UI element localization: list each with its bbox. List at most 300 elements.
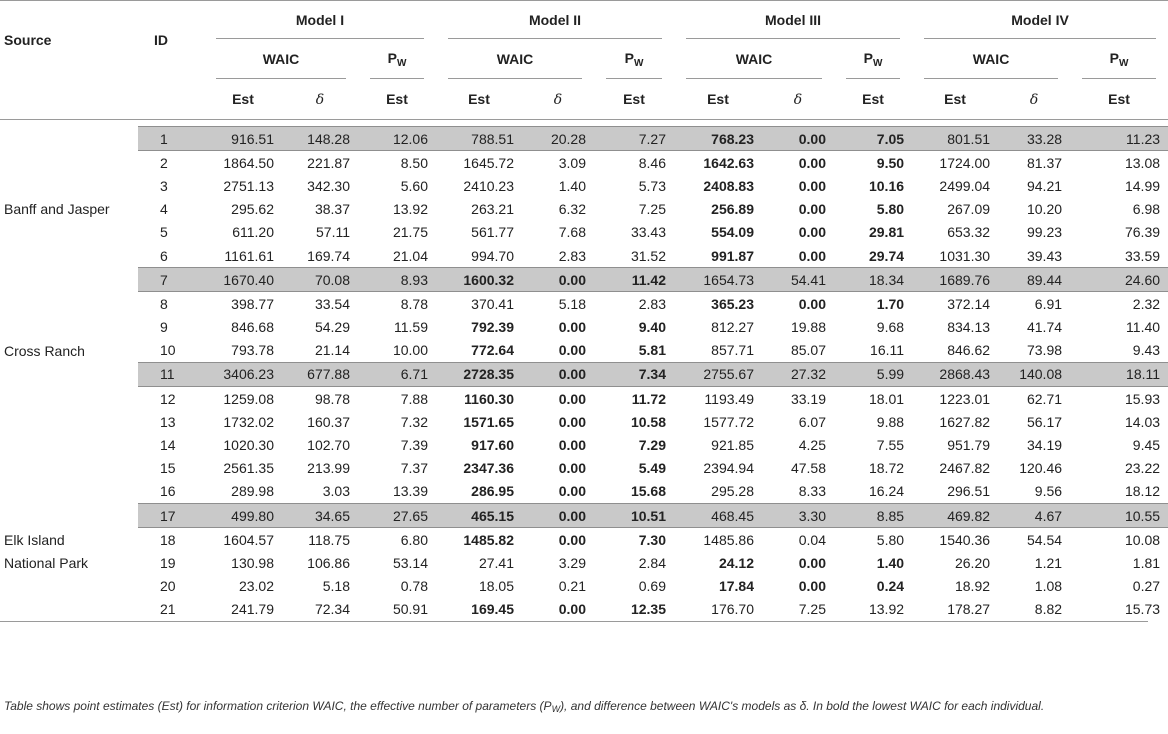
model-4-waic-delta-cell: 4.67: [998, 504, 1070, 528]
model-1-pw-est-cell: 13.92: [392, 201, 428, 218]
model-1-waic-delta-cell: 21.14: [314, 342, 350, 359]
model-3-pw-est-cell: 5.80: [876, 531, 905, 548]
model-1-waic-delta-cell: 677.88: [282, 362, 358, 386]
model-3-waic-delta-cell: 7.25: [798, 601, 826, 618]
model-2-waic-est-cell: 18.05: [478, 578, 514, 595]
model-2-pw-est-cell: 2.83: [638, 295, 666, 312]
model-1-waic-delta-cell: 106.86: [307, 554, 350, 571]
model-4-waic-delta-cell: 120.46: [1019, 460, 1063, 477]
id-cell: 18: [160, 531, 176, 548]
model-4-pw-est-cell: 33.59: [1124, 247, 1161, 264]
id-cell: 17: [138, 504, 204, 528]
source-cell: [0, 433, 138, 456]
id-cell: 11: [138, 362, 204, 386]
model-4-waic-est-cell: 1031.30: [939, 247, 991, 264]
model-4-pw-est-cell: 18.11: [1070, 362, 1168, 386]
table-bottom-rule: [0, 621, 1148, 622]
model-3-pw-est-cell: 5.99: [834, 362, 912, 386]
model-4-pw-est-cell: 14.99: [1124, 177, 1161, 194]
model-3-waic-est-cell: 2394.94: [703, 460, 754, 477]
model-1-pw-est-cell: 21.04: [392, 247, 428, 264]
delta-header: δ: [998, 79, 1070, 120]
model-2-pw-est-cell: 10.58: [630, 413, 666, 430]
model-4-waic-est-cell: 653.32: [947, 224, 991, 241]
model-1-pw-est-cell: 7.32: [400, 413, 428, 430]
model-1-waic-delta-cell: 33.54: [314, 295, 350, 312]
model-3-waic-est-cell: 468.45: [674, 504, 762, 528]
model-4-waic-delta-cell: 9.56: [1034, 483, 1063, 500]
model-4-waic-est-cell: 469.82: [912, 504, 998, 528]
id-cell: 9: [160, 319, 168, 336]
model-2-waic-est-cell: 561.77: [471, 224, 514, 241]
model-1-waic-delta-cell: 70.08: [282, 268, 358, 292]
model-3-waic-delta-cell: 0.00: [798, 224, 826, 241]
model-4-waic-delta-cell: 56.17: [1026, 413, 1063, 430]
model-4-waic-est-cell: 1689.76: [912, 268, 998, 292]
model-1-waic-delta-cell: 5.18: [322, 578, 350, 595]
model-4-waic-header: WAIC: [912, 39, 1070, 79]
model-3-waic-delta-cell: 8.33: [798, 483, 826, 500]
model-3-pw-est-cell: 7.05: [834, 127, 912, 151]
model-4-waic-delta-cell: 94.21: [1026, 177, 1063, 194]
id-cell: 5: [160, 224, 168, 241]
est-header: Est: [674, 79, 762, 120]
model-3-pw-est-cell: 18.01: [868, 390, 905, 407]
model-4-pw-est-cell: 15.93: [1124, 390, 1161, 407]
id-cell: 16: [160, 483, 176, 500]
model-1-waic-est-cell: 2751.13: [223, 177, 274, 194]
model-3-waic-est-cell: 1654.73: [674, 268, 762, 292]
model-1-waic-est-cell: 1259.08: [223, 390, 274, 407]
model-1-pw-est-cell: 8.50: [400, 154, 428, 171]
footnote-text-1: Table shows point estimates (Est) for information criterion WAIC, the effective number of parameters (P: [4, 699, 552, 713]
id-cell: 10: [160, 342, 176, 359]
model-1-waic-delta-cell: 160.37: [307, 413, 350, 430]
model-1-waic-est-cell: 1864.50: [223, 154, 274, 171]
model-3-waic-delta-cell: 19.88: [790, 319, 826, 336]
model-1-pw-est-cell: 27.65: [358, 504, 436, 528]
model-3-waic-delta-cell: 47.58: [790, 460, 826, 477]
model-4-waic-est-cell: 1627.82: [939, 413, 991, 430]
model-2-pw-est-cell: 7.30: [638, 531, 666, 548]
model-1-pw-est-cell: 12.06: [358, 127, 436, 151]
model-4-pw-est-cell: 18.12: [1124, 483, 1161, 500]
model-4-waic-delta-cell: 54.54: [1026, 531, 1063, 548]
model-1-waic-est-cell: 295.62: [231, 201, 274, 218]
model-1-pw-est-cell: 7.39: [400, 437, 428, 454]
model-2-waic-delta-cell: 0.00: [558, 342, 586, 359]
model-4-waic-est-cell: 2499.04: [939, 177, 991, 194]
model-1-pw-est-cell: 8.78: [400, 295, 428, 312]
model-1-waic-delta-cell: 98.78: [314, 390, 350, 407]
model-3-pw-est-cell: 1.70: [876, 295, 905, 312]
model-2-pw-est-cell: 5.81: [638, 342, 666, 359]
source-cell: National Park: [0, 551, 138, 574]
model-1-pw-est-cell: 50.91: [392, 601, 428, 618]
id-cell: 21: [160, 601, 176, 618]
model-4-pw-est-cell: 1.81: [1132, 554, 1161, 571]
est-header: Est: [834, 79, 912, 120]
delta-header: δ: [522, 79, 594, 120]
model-2-waic-est-cell: 465.15: [436, 504, 522, 528]
source-cell: [0, 221, 138, 244]
model-4-waic-est-cell: 2467.82: [939, 460, 991, 477]
table-row: [0, 410, 1168, 433]
model-1-waic-est-cell: 241.79: [231, 601, 274, 618]
source-cell: [0, 575, 138, 598]
model-2-waic-est-cell: 1160.30: [464, 390, 514, 407]
model-4-waic-est-cell: 1223.01: [939, 390, 991, 407]
model-3-pw-est-cell: 29.74: [868, 247, 905, 264]
model-3-waic-est-cell: 24.12: [718, 554, 754, 571]
model-4-pw-est-cell: 10.08: [1124, 531, 1161, 548]
model-4-pw-est-cell: 15.73: [1124, 601, 1161, 618]
model-3-pw-est-cell: 16.11: [870, 342, 905, 359]
model-4-waic-delta-cell: 10.20: [1026, 201, 1063, 218]
model-2-waic-delta-cell: 0.21: [558, 578, 586, 595]
model-4-waic-est-cell: 267.09: [947, 201, 991, 218]
model-1-waic-delta-cell: 118.75: [308, 531, 350, 548]
model-3-waic-est-cell: 2408.83: [703, 177, 754, 194]
model-4-waic-delta-cell: 34.19: [1026, 437, 1063, 454]
model-1-waic-est-cell: 3406.23: [204, 362, 282, 386]
model-4-waic-delta-cell: 99.23: [1026, 224, 1063, 241]
model-2-waic-est-cell: 286.95: [471, 483, 514, 500]
model-3-waic-est-cell: 365.23: [711, 295, 754, 312]
model-2-waic-est-cell: 2728.35: [436, 362, 522, 386]
model-2-waic-delta-cell: 1.40: [558, 177, 586, 194]
id-cell: 14: [160, 437, 176, 454]
source-cell: [0, 174, 138, 197]
model-3-waic-est-cell: 857.71: [711, 342, 754, 359]
spacer-cell: [0, 120, 1168, 127]
table-row: [0, 339, 1168, 363]
table-body: [0, 120, 1168, 621]
model-3-pw-est-cell: 10.16: [868, 177, 905, 194]
source-blank-cell: [0, 79, 138, 120]
table-row: [0, 480, 1168, 504]
table-row: [0, 598, 1168, 621]
model-2-pw-est-cell: 5.49: [638, 460, 666, 477]
model-1-pw-est-cell: 5.60: [400, 177, 428, 194]
model-3-pw-est-cell: 18.34: [834, 268, 912, 292]
model-3-waic-delta-cell: 0.00: [798, 201, 826, 218]
model-2-pw-est-cell: 11.72: [631, 390, 666, 407]
model-1-waic-est-cell: 1020.30: [223, 437, 274, 454]
table-row: [0, 575, 1168, 598]
model-3-waic-delta-cell: 54.41: [762, 268, 834, 292]
model-1-pw-est-cell: 6.80: [400, 531, 428, 548]
id-blank-cell: [138, 79, 204, 120]
model-4-pw-est-cell: 10.55: [1070, 504, 1168, 528]
model-2-waic-est-cell: 788.51: [436, 127, 522, 151]
model-4-waic-delta-cell: 73.98: [1026, 342, 1063, 359]
model-2-waic-delta-cell: 0.00: [558, 437, 586, 454]
model-4-pw-est-cell: 6.98: [1132, 201, 1161, 218]
model-3-waic-delta-cell: 85.07: [790, 342, 826, 359]
table-row: [0, 244, 1168, 268]
footnote-subscript: W: [551, 704, 561, 714]
model-1-waic-est-cell: 916.51: [204, 127, 282, 151]
model-2-pw-est-cell: 12.35: [630, 601, 666, 618]
model-2-pw-est-cell: 7.25: [638, 201, 666, 218]
model-2-waic-est-cell: 917.60: [471, 437, 514, 454]
footnote-text-2: ), and difference between WAIC's models as δ. In bold the lowest WAIC for each individual.: [560, 699, 1045, 713]
source-cell: [0, 387, 138, 411]
model-4-pw-est-cell: 9.45: [1132, 437, 1161, 454]
model-2-pw-header: $P_W$: [594, 39, 674, 79]
model-2-waic-delta-cell: 0.00: [558, 319, 586, 336]
model-4-pw-est-cell: 23.22: [1124, 460, 1161, 477]
model-1-pw-est-cell: 8.93: [358, 268, 436, 292]
model-4-waic-est-cell: 951.79: [947, 437, 991, 454]
model-4-waic-delta-cell: 1.21: [1034, 554, 1063, 571]
model-3-waic-est-cell: 991.87: [711, 247, 754, 264]
model-2-waic-est-cell: 2410.23: [463, 177, 514, 194]
model-3-waic-est-cell: 17.84: [718, 578, 754, 595]
model-4-waic-est-cell: 834.13: [947, 319, 991, 336]
model-1-waic-est-cell: 1604.57: [223, 531, 274, 548]
source-cell: [0, 504, 138, 528]
table-row: [0, 127, 1168, 151]
model-2-pw-est-cell: 7.27: [594, 127, 674, 151]
model-4-waic-delta-cell: 6.91: [1034, 295, 1063, 312]
source-cell: [0, 151, 138, 175]
model-2-waic-delta-cell: 0.00: [522, 268, 594, 292]
model-4-waic-est-cell: 846.62: [947, 342, 991, 359]
table-row: [0, 174, 1168, 197]
model-4-waic-est-cell: 26.20: [954, 554, 991, 571]
model-1-pw-est-cell: 0.78: [400, 578, 428, 595]
model-3-pw-est-cell: 7.55: [876, 437, 905, 454]
model-3-waic-delta-cell: 0.04: [798, 531, 826, 548]
source-cell: [0, 316, 138, 339]
table-row: [0, 433, 1168, 456]
model-1-pw-est-cell: 7.88: [400, 390, 428, 407]
model-4-waic-est-cell: 1724.00: [939, 154, 991, 171]
model-2-waic-delta-cell: 5.18: [558, 295, 586, 312]
id-cell: 7: [138, 268, 204, 292]
model-1-waic-delta-cell: 148.28: [282, 127, 358, 151]
model-1-waic-est-cell: 611.20: [232, 224, 274, 241]
model-4-waic-delta-cell: 1.08: [1034, 578, 1063, 595]
model-3-pw-est-cell: 13.92: [868, 601, 905, 618]
model-1-waic-est-cell: 23.02: [238, 578, 274, 595]
model-3-pw-est-cell: 9.68: [876, 319, 905, 336]
id-cell: 15: [160, 460, 176, 477]
model-3-waic-est-cell: 256.89: [711, 201, 754, 218]
model-2-waic-delta-cell: 0.00: [558, 390, 586, 407]
model-2-waic-est-cell: 1485.82: [463, 531, 514, 548]
model-1-header: Model I: [204, 1, 436, 40]
model-4-waic-delta-cell: 89.44: [998, 268, 1070, 292]
model-4-pw-est-cell: 2.32: [1132, 295, 1161, 312]
model-3-waic-est-cell: 1642.63: [703, 154, 754, 171]
source-cell: [0, 244, 138, 268]
table-row: [0, 268, 1168, 292]
source-cell: [0, 480, 138, 504]
table-row: [0, 362, 1168, 386]
model-4-waic-delta-cell: 41.74: [1026, 319, 1063, 336]
model-2-waic-est-cell: 169.45: [471, 601, 514, 618]
model-4-waic-delta-cell: 33.28: [998, 127, 1070, 151]
model-3-pw-header: $P_W$: [834, 39, 912, 79]
source-cell: [0, 598, 138, 621]
model-2-waic-delta-cell: 6.32: [558, 201, 586, 218]
id-cell: 6: [160, 247, 168, 264]
model-4-waic-est-cell: 372.14: [947, 295, 991, 312]
model-4-pw-header: $P_W$: [1070, 39, 1168, 79]
model-2-waic-est-cell: 994.70: [471, 247, 514, 264]
table-row: [0, 528, 1168, 552]
table-row: [0, 387, 1168, 411]
model-2-pw-est-cell: 7.34: [594, 362, 674, 386]
model-4-pw-est-cell: 11.23: [1070, 127, 1168, 151]
model-1-waic-est-cell: 793.78: [231, 342, 274, 359]
model-1-pw-header: $P_W$: [358, 39, 436, 79]
model-1-waic-delta-cell: 342.30: [307, 177, 350, 194]
est-header: Est: [358, 79, 436, 120]
model-3-waic-delta-cell: 0.00: [798, 578, 826, 595]
model-3-pw-est-cell: 18.72: [868, 460, 905, 477]
model-1-waic-delta-cell: 3.03: [322, 483, 350, 500]
model-3-pw-est-cell: 5.80: [876, 201, 905, 218]
model-3-pw-est-cell: 29.81: [868, 224, 905, 241]
est-header: Est: [594, 79, 674, 120]
source-cell: Banff and Jasper: [0, 198, 138, 221]
model-2-waic-est-cell: 792.39: [471, 319, 514, 336]
delta-header: δ: [762, 79, 834, 120]
model-3-pw-est-cell: 8.85: [834, 504, 912, 528]
model-1-waic-est-cell: 846.68: [231, 319, 274, 336]
table-row: [0, 457, 1168, 480]
model-3-waic-est-cell: 295.28: [711, 483, 754, 500]
model-4-waic-est-cell: 1540.36: [939, 531, 991, 548]
model-4-header: Model IV: [912, 1, 1168, 40]
model-1-waic-delta-cell: 221.87: [307, 154, 350, 171]
id-cell: 2: [160, 154, 168, 171]
model-2-waic-est-cell: 1600.32: [436, 268, 522, 292]
model-4-pw-est-cell: 11.40: [1126, 319, 1161, 336]
id-cell: 1: [138, 127, 204, 151]
id-cell: 13: [160, 413, 176, 430]
model-4-pw-est-cell: 13.08: [1124, 154, 1161, 171]
header-row-subcolumns: [0, 79, 1168, 120]
model-2-pw-est-cell: 33.43: [630, 224, 666, 241]
model-4-waic-delta-cell: 62.71: [1026, 390, 1063, 407]
model-2-waic-est-cell: 1571.65: [463, 413, 514, 430]
model-2-waic-delta-cell: 20.28: [522, 127, 594, 151]
model-3-waic-delta-cell: 27.32: [762, 362, 834, 386]
model-4-waic-est-cell: 296.51: [947, 483, 991, 500]
spacer-row: [0, 120, 1168, 127]
model-4-waic-est-cell: 2868.43: [912, 362, 998, 386]
model-1-pw-est-cell: 7.37: [400, 460, 428, 477]
model-3-waic-est-cell: 1193.49: [704, 390, 754, 407]
model-4-waic-est-cell: 18.92: [954, 578, 991, 595]
model-3-header: Model III: [674, 1, 912, 40]
model-3-waic-est-cell: 768.23: [674, 127, 762, 151]
model-2-pw-est-cell: 5.73: [638, 177, 666, 194]
table-footnote: [4, 697, 1144, 718]
model-4-pw-est-cell: 0.27: [1132, 578, 1161, 595]
model-3-waic-delta-cell: 0.00: [798, 295, 826, 312]
model-3-waic-delta-cell: 0.00: [762, 127, 834, 151]
model-2-waic-est-cell: 263.21: [471, 201, 514, 218]
model-2-waic-delta-cell: 2.83: [558, 247, 586, 264]
model-1-waic-delta-cell: 54.29: [314, 319, 350, 336]
model-3-waic-delta-cell: 0.00: [798, 247, 826, 264]
model-2-waic-delta-cell: 3.09: [558, 154, 586, 171]
model-2-waic-est-cell: 1645.72: [463, 154, 514, 171]
table-row: [0, 504, 1168, 528]
model-1-pw-est-cell: 13.39: [392, 483, 428, 500]
model-1-waic-est-cell: 1670.40: [204, 268, 282, 292]
model-3-waic-delta-cell: 0.00: [798, 554, 826, 571]
id-cell: 3: [160, 177, 168, 194]
est-header: Est: [436, 79, 522, 120]
model-1-waic-delta-cell: 102.70: [307, 437, 350, 454]
model-2-pw-est-cell: 9.40: [638, 319, 666, 336]
model-3-pw-est-cell: 1.40: [876, 554, 905, 571]
model-1-pw-est-cell: 6.71: [358, 362, 436, 386]
model-2-waic-header: WAIC: [436, 39, 594, 79]
model-4-pw-est-cell: 76.39: [1124, 224, 1161, 241]
model-4-pw-est-cell: 9.43: [1132, 342, 1161, 359]
est-header: Est: [912, 79, 998, 120]
model-2-pw-est-cell: 8.46: [638, 154, 666, 171]
model-1-waic-delta-cell: 34.65: [282, 504, 358, 528]
model-3-waic-delta-cell: 0.00: [798, 177, 826, 194]
model-1-waic-est-cell: 499.80: [204, 504, 282, 528]
id-cell: 4: [160, 201, 168, 218]
model-2-pw-est-cell: 15.68: [630, 483, 666, 500]
model-4-waic-delta-cell: 81.37: [1026, 154, 1063, 171]
model-2-waic-delta-cell: 0.00: [558, 601, 586, 618]
id-cell: 19: [160, 554, 176, 571]
source-cell: [0, 410, 138, 433]
model-1-waic-delta-cell: 169.74: [307, 247, 350, 264]
model-2-waic-delta-cell: 0.00: [558, 413, 586, 430]
model-1-pw-est-cell: 53.14: [392, 554, 428, 571]
model-4-waic-delta-cell: 39.43: [1026, 247, 1063, 264]
model-1-waic-est-cell: 1161.61: [224, 247, 274, 264]
model-2-waic-delta-cell: 0.00: [558, 483, 586, 500]
model-1-waic-delta-cell: 57.11: [316, 224, 350, 241]
model-3-pw-est-cell: 16.24: [868, 483, 905, 500]
model-3-waic-est-cell: 176.70: [711, 601, 754, 618]
model-1-pw-est-cell: 21.75: [392, 224, 428, 241]
id-column-header: ID: [154, 32, 168, 48]
id-cell: 12: [160, 390, 176, 407]
source-cell: [0, 268, 138, 292]
table-row: [0, 198, 1168, 221]
model-4-waic-est-cell: 801.51: [912, 127, 998, 151]
model-3-waic-est-cell: 921.85: [711, 437, 754, 454]
source-cell: Cross Ranch: [0, 339, 138, 363]
model-1-pw-est-cell: 11.59: [394, 319, 428, 336]
model-2-pw-est-cell: 0.69: [638, 578, 666, 595]
model-2-waic-est-cell: 772.64: [471, 342, 514, 359]
model-2-waic-est-cell: 370.41: [471, 295, 514, 312]
table-header: [0, 1, 1168, 120]
model-1-waic-delta-cell: 38.37: [314, 201, 350, 218]
model-2-waic-delta-cell: 0.00: [558, 460, 586, 477]
source-cell: [0, 457, 138, 480]
model-1-waic-header: WAIC: [204, 39, 358, 79]
source-cell: Elk Island: [0, 528, 138, 552]
model-1-waic-delta-cell: 213.99: [307, 460, 350, 477]
